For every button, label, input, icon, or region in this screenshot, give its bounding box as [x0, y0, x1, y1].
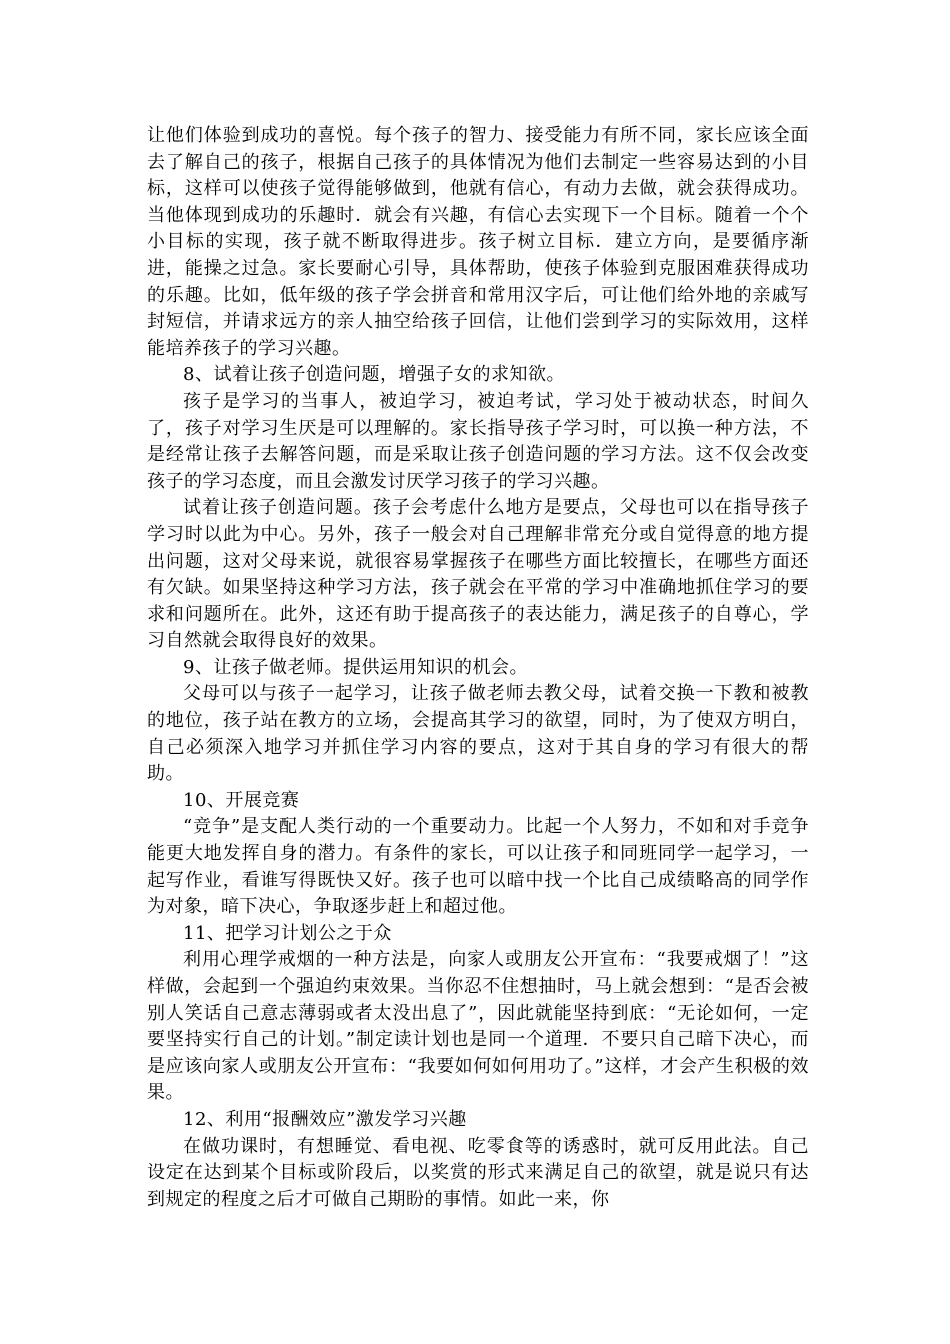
document-body	[147, 123, 809, 1213]
paragraph-2: 孩子是学习的当事人，被迫学习，被迫考试，学习处于被动状态，时间久了，孩子对学习生厌是可以理解的。家长指导孩子学习时，可以换一种方法，不是经常让孩子去解答问题，而是采取让孩子创造问题的学习方法。这不仅会改变孩子的学习态度，而且会激发讨厌学习孩子的学习兴趣。	[147, 390, 809, 492]
paragraph-6: 利用心理学戒烟的一种方法是，向家人或朋友公开宣布：“我要戒烟了！”这样做，会起到一个强迫约束效果。当你忍不住想抽时，马上就会想到：“是否会被别人笑话自己意志薄弱或者太没出息了”，因此就能坚持到底：“无论如何，一定要坚持实行自己的计划。”制定读计划也是同一个道理．不要只自己暗下决心，而是应该向家人或朋友公开宣布：“我要如何如何用功了。”这样，才会产生积极的效果。	[147, 949, 809, 1104]
paragraph-5: “竞争”是支配人类行动的一个重要动力。比起一个人努力，不如和对手竞争能更大地发挥自身的潜力。有条件的家长，可以让孩子和同班同学一起学习，一起写作业，看谁写得既快又好。孩子也可以暗中找一个比自己成绩略高的同学作为对象，暗下决心，争取逐步赶上和超过他。	[147, 816, 809, 918]
section-heading-9: 9、让孩子做老师。提供运用知识的机会。	[183, 656, 528, 678]
section-heading-8: 8、试着让孩子创造问题，增强子女的求知欲。	[183, 364, 565, 386]
section-heading-10: 10、开展竞赛	[183, 789, 300, 811]
paragraph-1: 让他们体验到成功的喜悦。每个孩子的智力、接受能力有所不同，家长应该全面去了解自己的孩子，根据自己孩子的具体情况为他们去制定一些容易达到的小目标，这样可以使孩子觉得能够做到，他就有信心，有动力去做，就会获得成功。当他体现到成功的乐趣时．就会有兴趣，有信心去实现下一个目标。随着一个个小目标的实现，孩子就不断取得进步。孩子树立目标．建立方向，是要循序渐进，能操之过急。家长要耐心引导，具体帮助，使孩子体验到克服困难获得成功的乐趣。比如，低年级的孩子学会拼音和常用汉字后，可让他们给外地的亲戚写封短信，并请求远方的亲人抽空给孩子回信，让他们尝到学习的实际效用，这样能培养孩子的学习兴趣。	[147, 125, 809, 359]
section-heading-11: 11、把学习计划公之于众	[183, 922, 392, 944]
section-heading-12: 12、利用“报酬效应”激发学习兴趣	[183, 1108, 467, 1130]
paragraph-3: 试着让孩子创造问题。孩子会考虑什么地方是要点，父母也可以在指导孩子学习时以此为中心。另外，孩子一般会对自己理解非常充分或自觉得意的地方提出问题，这对父母来说，就很容易掌握孩子在哪些方面比较擅长，在哪些方面还有欠缺。如果坚持这种学习方法，孩子就会在平常的学习中准确地抓住学习的要求和问题所在。此外，这还有助于提高孩子的表达能力，满足孩子的自尊心，学习自然就会取得良好的效果。	[147, 497, 809, 652]
paragraph-7: 在做功课时，有想睡觉、看电视、吃零食等的诱惑时，就可反用此法。自己设定在达到某个目标或阶段后，以奖赏的形式来满足自己的欲望，就是说只有达到规定的程度之后才可做自己期盼的事情。如此一来，你	[147, 1135, 809, 1210]
paragraph-4: 父母可以与孩子一起学习，让孩子做老师去教父母，试着交换一下教和被教的地位，孩子站在教方的立场，会提高其学习的欲望，同时，为了使双方明白，自己必须深入地学习并抓住学习内容的要点，这对于其自身的学习有很大的帮助。	[147, 683, 809, 785]
